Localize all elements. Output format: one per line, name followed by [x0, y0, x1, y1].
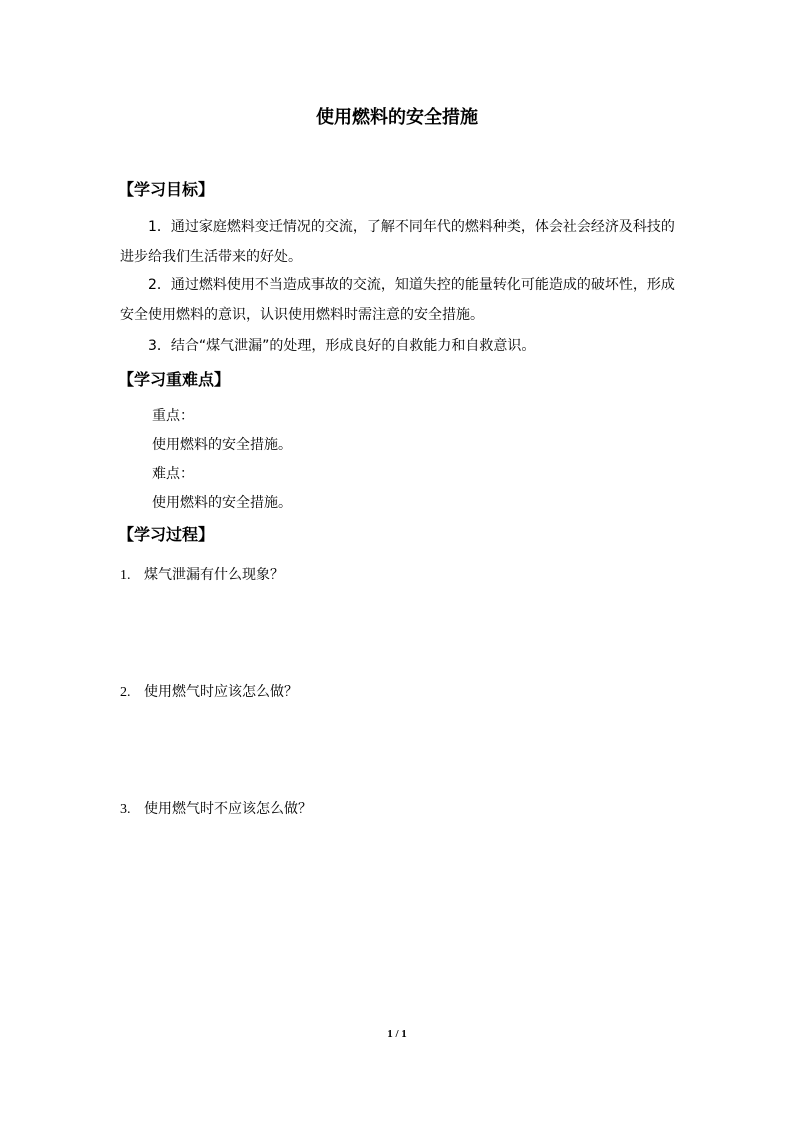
key-point-label: 重点：	[152, 408, 194, 424]
question-item	[120, 680, 298, 705]
process-heading: 【学习过程】	[118, 525, 215, 544]
question-text: 煤气泄漏有什么现象？	[144, 567, 284, 583]
question-number: 1.	[120, 568, 131, 583]
key-point-content: 使用燃料的安全措施。	[152, 437, 292, 453]
difficulty-label: 难点：	[152, 466, 194, 482]
question-number: 2.	[120, 685, 131, 700]
question-number: 3.	[120, 802, 131, 817]
objective-item-2: 2．通过燃料使用不当造成事故的交流，知道失控的能量转化可能造成的破坏性，形成安全使用燃料的意识，认识使用燃料时需注意的安全措施。	[120, 277, 675, 323]
difficulty-content: 使用燃料的安全措施。	[152, 495, 292, 511]
page-number: 1 / 1	[387, 1028, 407, 1040]
question-item	[120, 797, 312, 822]
objective-item-1: 1．通过家庭燃料变迁情况的交流，了解不同年代的燃料种类，体会社会经济及科技的进步给我们生活带来的好处。	[120, 219, 675, 265]
objectives-heading: 【学习目标】	[118, 180, 215, 199]
objective-item-3: 3．结合“煤气泄漏”的处理，形成良好的自救能力和自救意识。	[148, 338, 536, 354]
question-text: 使用燃气时应该怎么做？	[144, 684, 298, 700]
question-text: 使用燃气时不应该怎么做？	[144, 801, 312, 817]
key-points-heading: 【学习重难点】	[118, 370, 231, 389]
document-title: 使用燃料的安全措施	[316, 107, 478, 128]
question-item	[120, 563, 284, 588]
